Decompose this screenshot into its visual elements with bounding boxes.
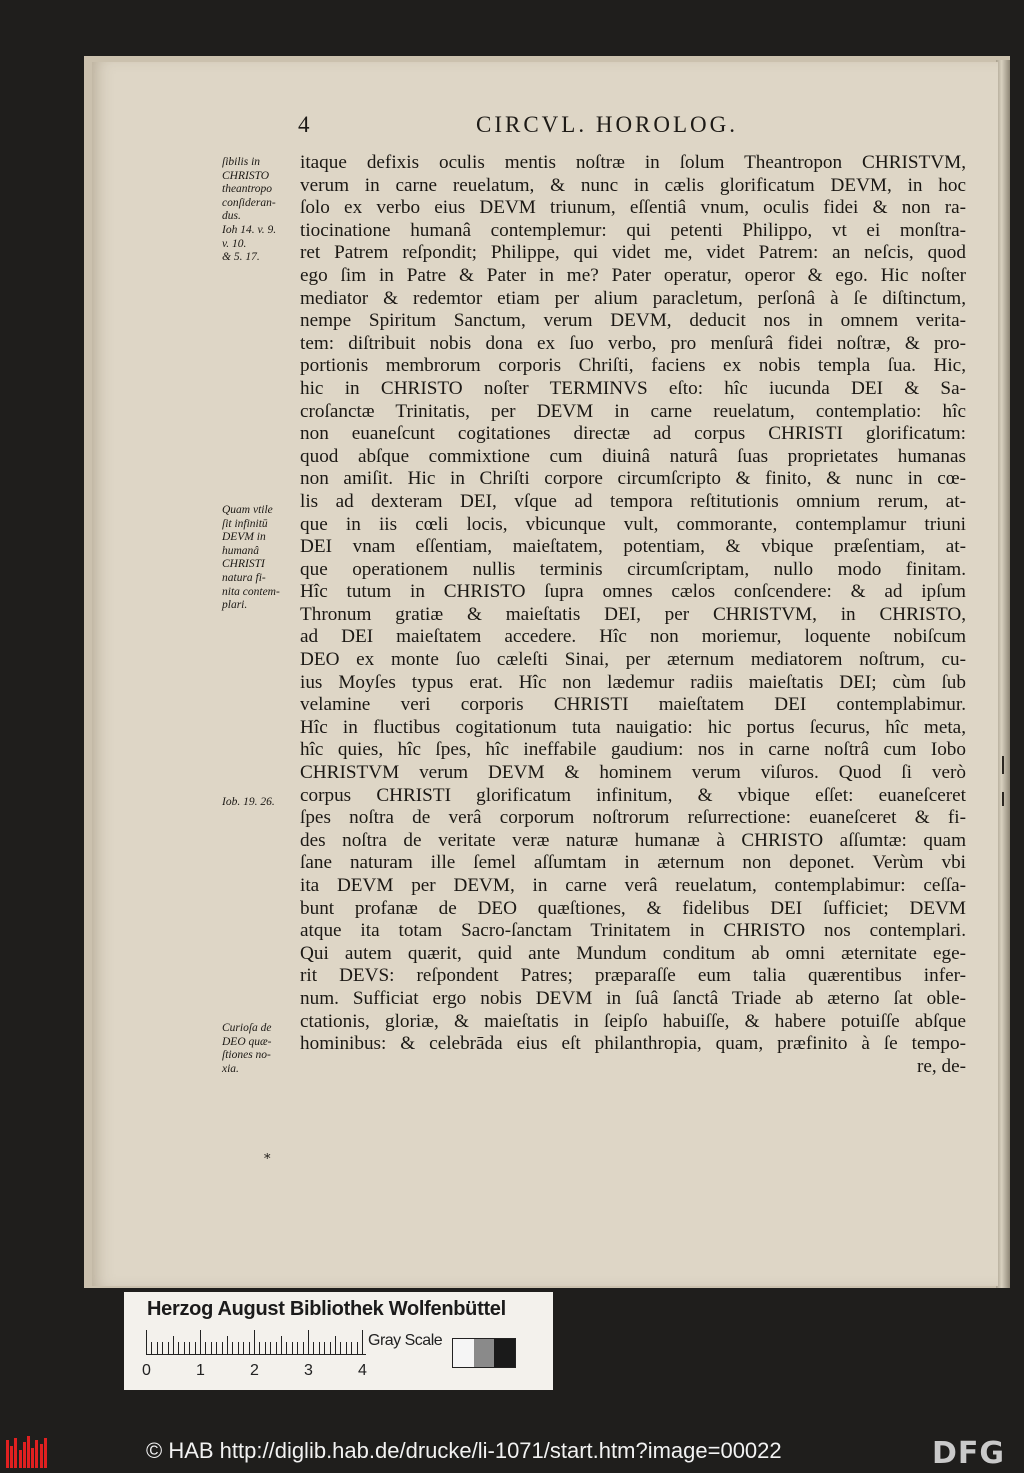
text-line: tem: diſtribuit nobis dona ex ſuo verbo, pro menſurâ fidei noſtræ, & pro-: [300, 332, 966, 354]
margin-note-line: conſideran-: [222, 196, 276, 209]
margin-note-line: CHRISTO: [222, 169, 270, 182]
ruler-tick: [265, 1342, 266, 1354]
margin-note-iob: [222, 796, 308, 810]
margin-note-line: ſit infinitū: [222, 517, 268, 530]
text-line: hîc quies, hîc ſpes, hîc ineffabile gaudium: nos in carne noſtrâ cum Iobo: [300, 739, 966, 761]
margin-note-line: xia.: [222, 1062, 239, 1075]
ruler-tick: [335, 1336, 336, 1354]
text-line: Qui autem quærit, quid ante Mundum conditum ab omni æternitate ege-: [300, 942, 966, 964]
ruler-tick: [254, 1330, 255, 1354]
text-line: ad DEI maieſtatem accedere. Hîc non moriemur, loquente nobiſcum: [300, 626, 966, 648]
ruler-tick: [357, 1342, 358, 1354]
ruler-tick: [178, 1342, 179, 1354]
running-head: CIRCVL. HOROLOG.: [476, 112, 739, 137]
margin-note-line: Quam vtile: [222, 504, 273, 516]
margin-note-line: DEO quæ-: [222, 1035, 272, 1048]
text-line: DEI vnam eſſentiam, maieſtatem, potentiam, & vbique præſentiam, at-: [300, 536, 966, 558]
page-number: 4: [298, 112, 312, 137]
text-line: non euaneſcunt cogitationes directæ ad corpus CHRISTI glorificatum:: [300, 423, 966, 445]
margin-note-line: Curioſa de: [222, 1022, 272, 1034]
text-line: bunt profanæ de DEO quæſtiones, & fidelibus DEI ſufficiet; DEVM: [300, 897, 966, 919]
edge-mark: [1002, 756, 1004, 774]
grayscale-label: Gray Scale: [368, 1332, 443, 1349]
margin-note-line: ſtiones no-: [222, 1049, 271, 1062]
text-line: re, de-: [917, 1055, 966, 1077]
margin-note-curiosa: [222, 1022, 308, 1076]
margin-note-line: Ioh 14. v. 9.: [222, 223, 277, 236]
margin-note-line: v. 10.: [222, 237, 247, 250]
ruler-tick: [232, 1342, 233, 1354]
ruler-tick: [168, 1342, 169, 1354]
grayscale-swatches: [452, 1338, 516, 1368]
text-line: Hîc tutum in CHRISTO ſupra omnes cælos conſcendere: & ad ipſum: [300, 581, 966, 603]
text-line: lis ad dexteram DEI, vſque ad tempora reſtitutionis omnium rerum, at-: [300, 490, 966, 512]
text-line: des noſtra de veritate veræ naturæ humanæ à CHRISTO aſſumtæ: quam: [300, 829, 966, 851]
ruler-tick: [270, 1342, 271, 1354]
ruler-tick: [205, 1342, 206, 1354]
logo-bar: [44, 1438, 47, 1468]
ruler-tick: [313, 1342, 314, 1354]
text-line: Hîc in fluctibus cogitationum tuta nauigatio: hic portus ſecurus, hîc meta,: [300, 716, 966, 738]
text-line: ctationis, gloriæ, & maieſtatis in ſeipſo habuiſſe, & habere potuiſſe abſque: [300, 1010, 966, 1032]
text-line: ita DEVM per DEVM, in carne verâ reuelatum, contemplabimur: ceſſa-: [300, 875, 966, 896]
ruler-tick: [281, 1336, 282, 1354]
text-line: ſolo ex verbo eius DEVM triunum, eſſentiâ vnum, oculis fidei & non ra-: [300, 197, 966, 219]
text-line: nempe Spiritum Sanctum, verum DEVM, deducit nos in omnem verita-: [300, 310, 966, 332]
ruler-tick: [195, 1342, 196, 1354]
ruler-tick: [216, 1342, 217, 1354]
ruler-number: 2: [250, 1362, 259, 1379]
text-line: DEO ex monte ſuo cæleſti Sinai, per æternum mediatorem noſtrum, cu-: [300, 649, 966, 671]
text-line: rit DEVS: reſpondent Patres; præparaſſe eum talia quærentibus infer-: [300, 965, 966, 987]
logo-bar: [23, 1442, 26, 1468]
margin-note-line: dus.: [222, 210, 241, 223]
text-line: itaque defixis oculis mentis noſtræ in ſolum Theantropon CHRISTVM,: [300, 152, 966, 173]
margin-note-line: DEVM in: [222, 531, 266, 544]
card-title: Herzog August Bibliothek Wolfenbüttel: [147, 1298, 506, 1320]
ruler-tick: [162, 1342, 163, 1354]
ruler-number: 1: [196, 1362, 205, 1379]
ruler-number: 3: [304, 1362, 313, 1379]
ruler-tick: [286, 1342, 287, 1354]
ruler-tick: [346, 1342, 347, 1354]
text-line: tiocinatione humanâ contemplemur: qui petenti Philippo, vt ei monſtra-: [300, 219, 966, 241]
edge-mark: [1002, 792, 1004, 806]
ruler-tick: [238, 1342, 239, 1354]
gray-swatch: [474, 1339, 495, 1367]
gray-swatch: [453, 1339, 474, 1367]
ruler-numbers: [142, 1362, 382, 1382]
text-line: mediator & redemtor etiam per alium paracletum, perſonâ à ſe diſtinctum,: [300, 287, 966, 309]
text-line: corpus CHRISTI glorificatum infinitum, & vbique eſſet: euaneſceret: [300, 784, 966, 806]
margin-note-line: & 5. 17.: [222, 251, 260, 264]
ruler-tick: [184, 1342, 185, 1354]
ruler-tick: [200, 1330, 201, 1354]
ruler-tick: [303, 1342, 304, 1354]
margin-note-line: nita contem-: [222, 585, 280, 598]
ruler-tick: [259, 1342, 260, 1354]
text-line: que in iis cœli locis, vbicunque vult, commorante, contemplamur triuni: [300, 513, 966, 535]
ruler-tick: [362, 1330, 363, 1354]
logo-bar: [40, 1444, 43, 1468]
ruler-tick: [227, 1336, 228, 1354]
ruler-tick: [319, 1342, 320, 1354]
margin-note-line: ſibilis in: [222, 156, 261, 168]
ruler-tick: [151, 1342, 152, 1354]
text-line: hic in CHRISTO noſter TERMINVS eſto: hîc iucunda DEI & Sa-: [300, 377, 966, 399]
margin-note-line: CHRISTI: [222, 558, 265, 571]
text-line: ius Moyſes typus erat. Hîc non lædemur radiis maieſtatis DEI; cùm ſub: [300, 671, 966, 693]
gray-swatch: [494, 1339, 515, 1367]
copyright-link[interactable]: © HAB http://diglib.hab.de/drucke/li-1071/start.htm?image=00022: [146, 1438, 782, 1463]
margin-note-line: humanâ: [222, 544, 260, 557]
margin-note-line: Iob. 19. 26.: [222, 796, 275, 808]
text-line: portionis membrorum corporis Chriſti, faciens ex nobis templa ſua. Hic,: [300, 355, 966, 377]
text-line: velamine veri corporis CHRISTI maieſtatem DEI contemplabimur.: [300, 694, 966, 716]
logo-bar: [27, 1436, 30, 1468]
ruler-tick: [297, 1342, 298, 1354]
ruler-tick: [308, 1330, 309, 1354]
ruler-tick: [157, 1342, 158, 1354]
logo-bar: [31, 1448, 34, 1468]
hab-logo-icon: [6, 1436, 50, 1468]
ruler-tick: [340, 1342, 341, 1354]
margin-note-line: theantropo: [222, 183, 273, 196]
footer-bar: [0, 1434, 1024, 1473]
ruler-tick: [276, 1342, 277, 1354]
logo-bar: [19, 1450, 22, 1468]
text-line: croſanctæ Trinitatis, per DEVM in carne reuelatum, contemplatio: hîc: [300, 400, 966, 422]
logo-bar: [14, 1438, 17, 1468]
text-line: verum in carne reuelatum, & nunc in cælis glorificatum DEVM, in hoc: [300, 174, 966, 196]
body-text: [300, 152, 966, 1078]
ruler-tick: [292, 1342, 293, 1354]
text-line: atque ita totam Sacro-ſanctam Trinitatem in CHRISTO nos contemplari.: [300, 920, 966, 942]
text-line: que operationem nullis terminis circumſcriptam, nullo modo finitam.: [300, 558, 966, 580]
ruler-tick: [211, 1342, 212, 1354]
margin-note-line: natura fi-: [222, 571, 266, 584]
ruler-tick: [222, 1342, 223, 1354]
margin-note-quam-vtile: [222, 504, 308, 613]
text-line: hominibus: & celebrāda eius eſt philanthropia, quam, præfinito à ſe tempo-: [300, 1033, 966, 1055]
margin-note-christo: [222, 156, 308, 265]
ruler-tick: [189, 1342, 190, 1354]
text-line: CHRISTVM verum DEVM & hominem verum viſuros. Quod ſi verò: [300, 762, 966, 784]
ruler-tick: [173, 1336, 174, 1354]
logo-bar: [10, 1446, 13, 1468]
ruler-scale: [146, 1330, 368, 1356]
text-line: ſane naturam ille ſemel aſſumtam in æternum non deponet. Verùm vbi: [300, 852, 966, 874]
text-line: Thronum gratiæ & maieſtatis DEI, per CHRISTVM, in CHRISTO,: [300, 603, 966, 625]
ruler-tick: [330, 1342, 331, 1354]
ruler-tick: [351, 1342, 352, 1354]
text-line: non amiſit. Hic in Chriſti corpore circumſcripto & finito, & nunc in cœ-: [300, 468, 966, 490]
ruler-number: 0: [142, 1362, 151, 1379]
text-line: ret Patrem reſpondit; Philippe, qui videt me, videt Patrem: an neſcis, quod: [300, 242, 966, 264]
text-line: ſpes noſtra de verâ corporum noſtrorum reſurrectione: euaneſceret & fi-: [300, 807, 966, 829]
ruler-tick: [324, 1342, 325, 1354]
ruler-ticks: [146, 1330, 366, 1355]
asterisk-mark: *: [264, 1152, 271, 1167]
logo-bar: [6, 1440, 9, 1468]
logo-bar: [35, 1440, 38, 1468]
text-line: num. Sufficiat ergo nobis DEVM in ſuâ ſanctâ Triade ab æterno ſat oble-: [300, 987, 966, 1009]
margin-note-line: plari.: [222, 599, 248, 612]
ruler-number: 4: [358, 1362, 367, 1379]
ruler-tick: [146, 1330, 147, 1354]
text-line: ego ſim in Patre & Pater in me? Pater operatur, operor & ego. Hic noſter: [300, 264, 966, 286]
library-color-card: [124, 1292, 553, 1390]
dfg-logo-icon: DFG: [932, 1436, 1006, 1471]
page-edge: [996, 60, 1010, 1288]
text-line: quod abſque commixtione cum diuinâ naturâ ſuas proprietates humanas: [300, 445, 966, 467]
ruler-tick: [249, 1342, 250, 1354]
ruler-tick: [243, 1342, 244, 1354]
